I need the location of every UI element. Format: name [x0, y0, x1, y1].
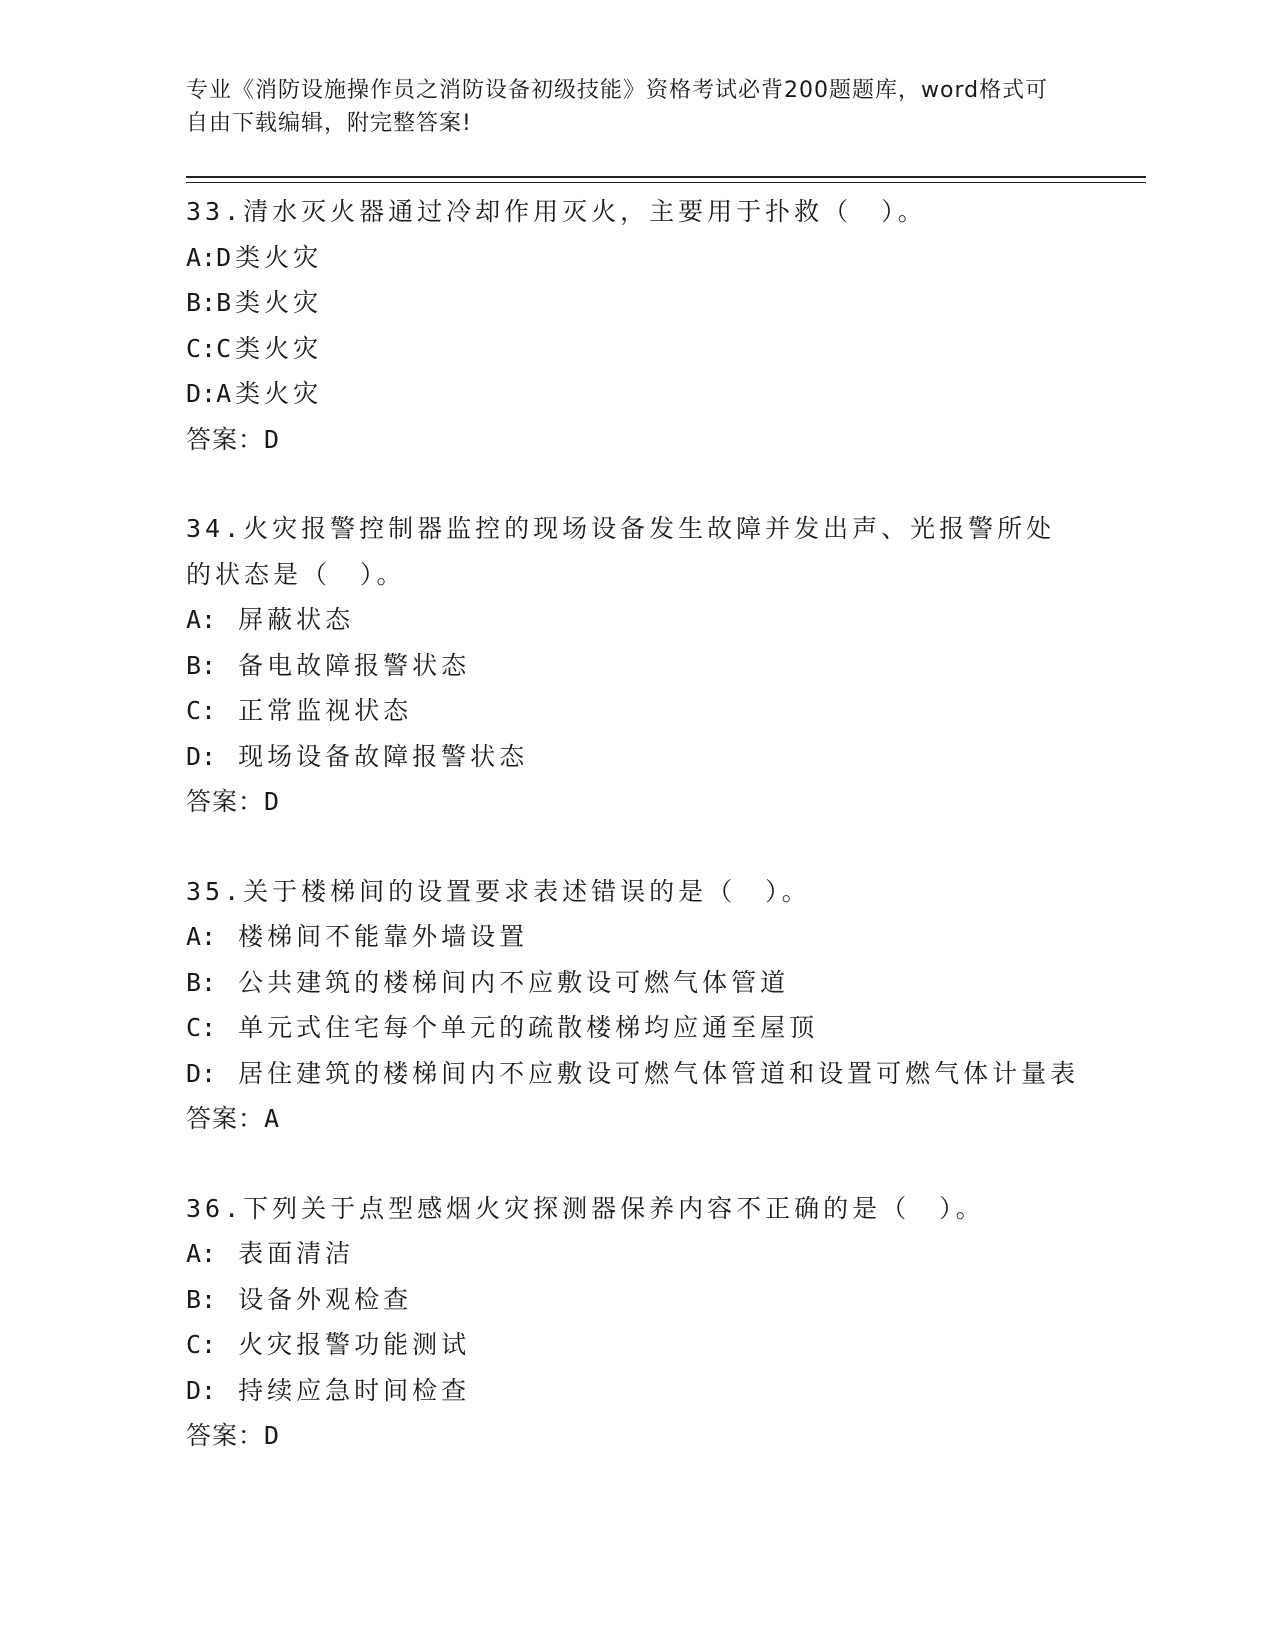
option-text: 表面清洁 [238, 1239, 355, 1268]
option-d [186, 1051, 1086, 1097]
option-text: 现场设备故障报警状态 [238, 741, 529, 771]
question-35 [186, 869, 1086, 1142]
option-key: B: [186, 288, 217, 317]
option-d [186, 371, 1086, 417]
answer-line [186, 417, 1086, 463]
question-33 [186, 189, 1086, 462]
question-stem: 33.清水灭火器通过冷却作用灭火，主要用于扑救（ ）。 [186, 197, 927, 226]
header-divider-thin [186, 182, 1146, 183]
option-b [186, 960, 1086, 1006]
answer-value: D [264, 424, 281, 454]
option-text: 设备外观检查 [238, 1284, 413, 1314]
option-key: A: [186, 605, 217, 634]
question-list [186, 189, 1086, 1503]
option-key: C: [186, 333, 217, 363]
option-c [186, 1005, 1086, 1051]
answer-value: A [264, 1104, 281, 1133]
question-stem: 34.火灾报警控制器监控的现场设备发生故障并发出声、光报警所处的状态是（ ）。 [186, 514, 1056, 589]
option-key: C: [186, 696, 217, 725]
option-c [186, 1322, 1086, 1368]
option-key: D: [186, 741, 217, 771]
option-c [186, 326, 1086, 372]
option-text: 楼梯间不能靠外墙设置 [238, 922, 529, 951]
option-key: D: [186, 1375, 217, 1405]
question-34 [186, 506, 1086, 825]
option-a [186, 1231, 1086, 1277]
option-b [186, 1277, 1086, 1323]
option-text: 屏蔽状态 [238, 605, 355, 634]
question-stem: 36.下列关于点型感烟火灾探测器保养内容不正确的是（ ）。 [186, 1193, 985, 1223]
option-c [186, 688, 1086, 734]
option-b [186, 643, 1086, 689]
option-text: C类火灾 [216, 333, 323, 363]
option-text: 火灾报警功能测试 [238, 1330, 471, 1359]
option-a [186, 235, 1086, 281]
option-key: B: [186, 967, 217, 997]
document-intro: 专业《消防设施操作员之消防设备初级技能》资格考试必背200题题库，word格式可自由下载编辑，附完整答案! [186, 78, 1049, 136]
answer-value: D [264, 787, 281, 816]
option-text: 备电故障报警状态 [238, 650, 471, 680]
option-key: C: [186, 1330, 217, 1359]
option-text: B类火灾 [216, 288, 323, 317]
option-text: A类火灾 [216, 379, 323, 408]
answer-label: 答案： [186, 1421, 265, 1450]
option-text: 单元式住宅每个单元的疏散楼梯均应通至屋顶 [238, 1013, 819, 1042]
answer-label: 答案： [186, 787, 265, 816]
answer-line [186, 779, 1086, 825]
option-a [186, 597, 1086, 643]
option-key: A: [186, 922, 217, 951]
answer-line [186, 1413, 1086, 1459]
answer-label: 答案： [186, 1104, 265, 1133]
option-key: C: [186, 1013, 217, 1042]
option-key: A: [186, 1239, 217, 1268]
header-divider-thick [186, 176, 1146, 178]
option-b [186, 280, 1086, 326]
option-key: D: [186, 1058, 217, 1088]
option-text: 公共建筑的楼梯间内不应敷设可燃气体管道 [238, 967, 790, 997]
option-d [186, 734, 1086, 780]
option-a [186, 914, 1086, 960]
option-text: 居住建筑的楼梯间内不应敷设可燃气体管道和设置可燃气体计量表 [238, 1058, 1080, 1088]
answer-line [186, 1096, 1086, 1142]
option-text: 持续应急时间检查 [238, 1375, 471, 1405]
option-text: 正常监视状态 [238, 696, 413, 725]
option-key: D: [186, 379, 217, 408]
answer-value: D [264, 1421, 281, 1450]
option-key: B: [186, 650, 217, 680]
option-key: B: [186, 1284, 217, 1314]
answer-label: 答案： [186, 424, 265, 454]
question-36 [186, 1186, 1086, 1459]
question-stem: 35.关于楼梯间的设置要求表述错误的是（ ）。 [186, 876, 811, 906]
option-key: A: [186, 242, 217, 272]
option-text: D类火灾 [216, 242, 323, 272]
option-d [186, 1368, 1086, 1414]
